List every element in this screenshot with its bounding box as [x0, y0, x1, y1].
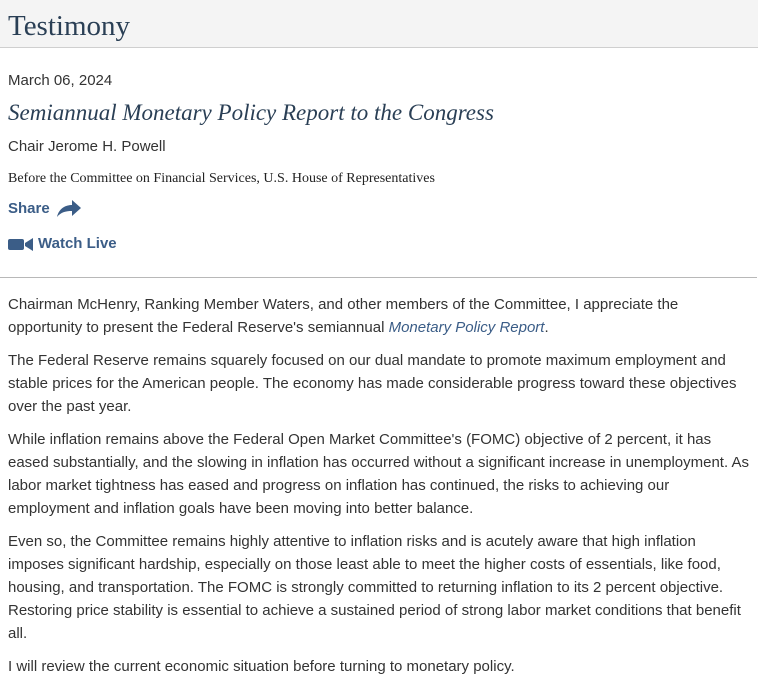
- paragraph-4: Even so, the Committee remains highly attentive to inflation risks and is acutely aware that high inflation imposes significant hardship, especially on those least able to meet the higher costs of essentials, like food, housing, and transportation. The FOMC is strongly committed to returning inflation to its 2 percent objective. Restoring price stability is essential to achieve a sustained period of strong labor market conditions that benefit all.: [8, 533, 741, 642]
- paragraph-2: The Federal Reserve remains squarely focused on our dual mandate to promote maximum employment and stable prices for the American people. The economy has made considerable progress toward these objectives over the past year.: [8, 352, 737, 415]
- paragraph-3: While inflation remains above the Federal Open Market Committee's (FOMC) objective of 2 percent, it has eased substantially, and the slowing in inflation has occurred without a significant increase in unemployment. As labor market tightness has eased and progress on inflation has continued, the risks to achieving our employment and inflation goals have been moving into better balance.: [8, 431, 749, 517]
- article: [0, 71, 758, 678]
- page-title: Semiannual Monetary Policy Report to the Congress: [8, 100, 494, 125]
- paragraph-1: [8, 293, 750, 339]
- watch-live-button[interactable]: [8, 234, 750, 254]
- video-camera-icon: [8, 238, 33, 251]
- publish-date: March 06, 2024: [8, 72, 113, 89]
- monetary-policy-report-link[interactable]: Monetary Policy Report: [388, 319, 545, 336]
- speaker-name: Chair Jerome H. Powell: [8, 138, 166, 155]
- share-button[interactable]: [8, 199, 750, 219]
- venue-text: Before the Committee on Financial Services, U.S. House of Representatives: [8, 171, 435, 186]
- page-header: [0, 0, 758, 48]
- paragraph-1-text: Chairman McHenry, Ranking Member Waters, and other members of the Committee, I appreciate the opportunity to present the Federal Reserve's semiannual: [8, 296, 679, 336]
- testimony-body: [8, 293, 750, 678]
- share-arrow-icon: [56, 200, 82, 218]
- paragraph-5: I will review the current economic situation before turning to monetary policy.: [8, 658, 515, 675]
- share-label: Share: [8, 200, 50, 217]
- paragraph-1-end: .: [544, 319, 549, 336]
- section-title: Testimony: [8, 10, 131, 42]
- watch-live-label: Watch Live: [38, 235, 117, 252]
- divider: [0, 277, 757, 278]
